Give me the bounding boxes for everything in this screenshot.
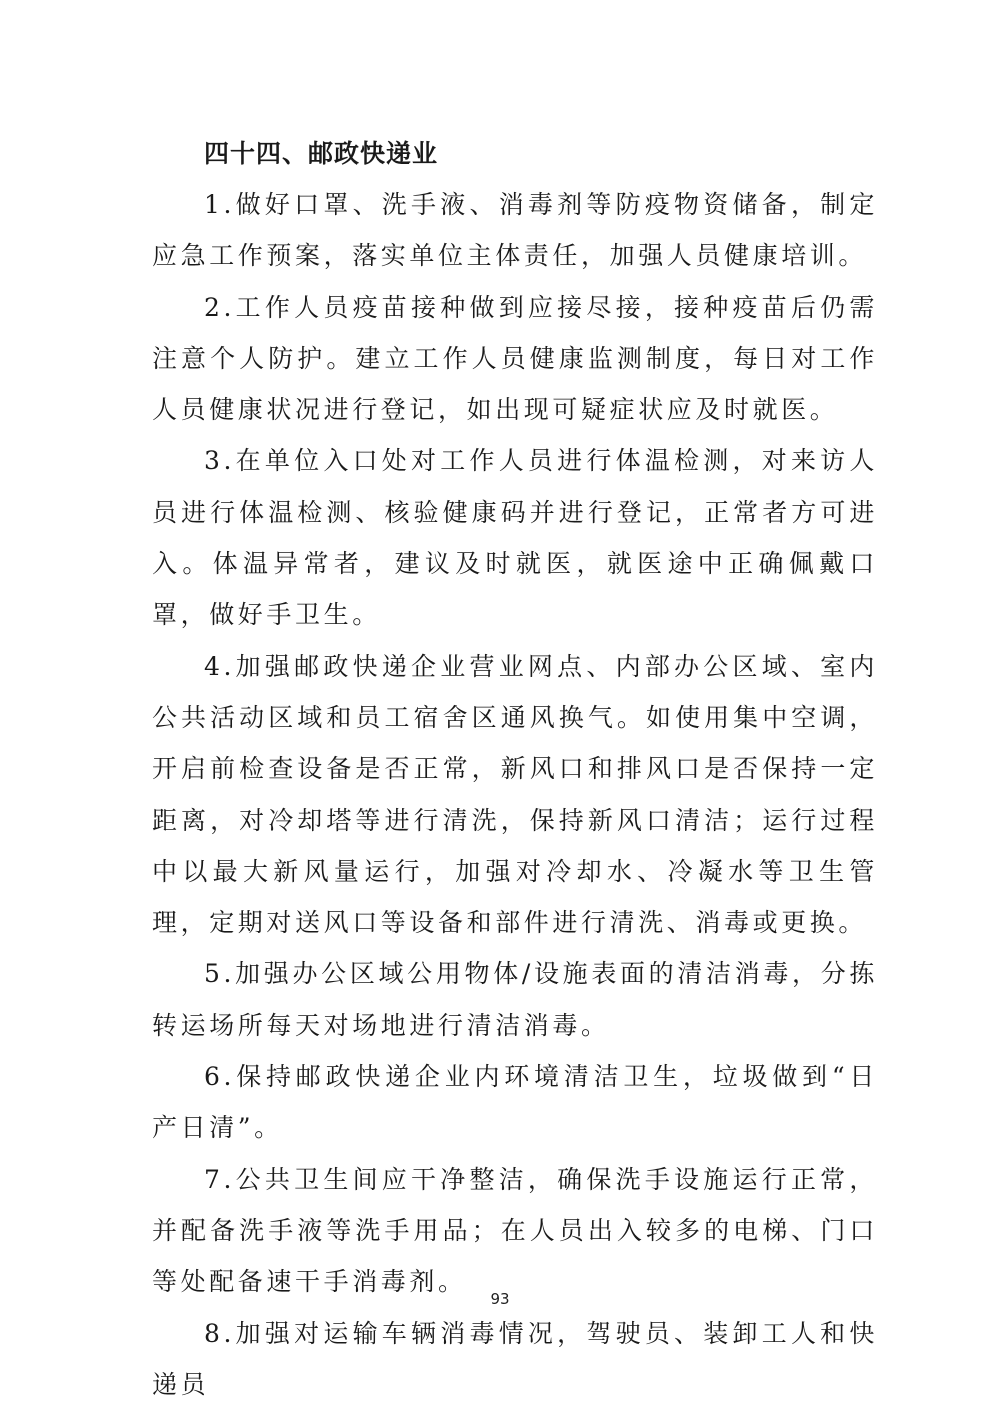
section-heading: 四十四、邮政快递业	[204, 139, 439, 168]
paragraph-8: 8.加强对运输车辆消毒情况，驾驶员、装卸工人和快递员	[152, 1318, 878, 1399]
document-body	[152, 128, 878, 1410]
paragraph-3: 3.在单位入口处对工作人员进行体温检测，对来访人员进行体温检测、核验健康码并进行登记，正常者方可进入。体温异常者，建议及时就医，就医途中正确佩戴口罩，做好手卫生。	[152, 446, 878, 630]
paragraph-7: 7.公共卫生间应干净整洁，确保洗手设施运行正常，并配备洗手液等洗手用品；在人员出入较多的电梯、门口等处配备速干手消毒剂。	[152, 1164, 878, 1297]
paragraph-1: 1.做好口罩、洗手液、消毒剂等防疫物资储备，制定应急工作预案，落实单位主体责任，加强人员健康培训。	[152, 190, 878, 271]
page-number: 93	[490, 1290, 510, 1308]
paragraph-6: 6.保持邮政快递企业内环境清洁卫生，垃圾做到“日产日清”。	[152, 1062, 878, 1143]
paragraph-4: 4.加强邮政快递企业营业网点、内部办公区域、室内公共活动区域和员工宿舍区通风换气。如使用集中空调，开启前检查设备是否正常，新风口和排风口是否保持一定距离，对冷却塔等进行清洗，保持新风口清洁；运行过程中以最大新风量运行，加强对冷却水、冷凝水等卫生管理，定期对送风口等设备和部件进行清洗、消毒或更换。	[152, 651, 878, 938]
paragraph-5: 5.加强办公区域公用物体/设施表面的清洁消毒，分拣转运场所每天对场地进行清洁消毒。	[152, 959, 878, 1040]
paragraph-2: 2.工作人员疫苗接种做到应接尽接，接种疫苗后仍需注意个人防护。建立工作人员健康监测制度，每日对工作人员健康状况进行登记，如出现可疑症状应及时就医。	[152, 292, 878, 425]
